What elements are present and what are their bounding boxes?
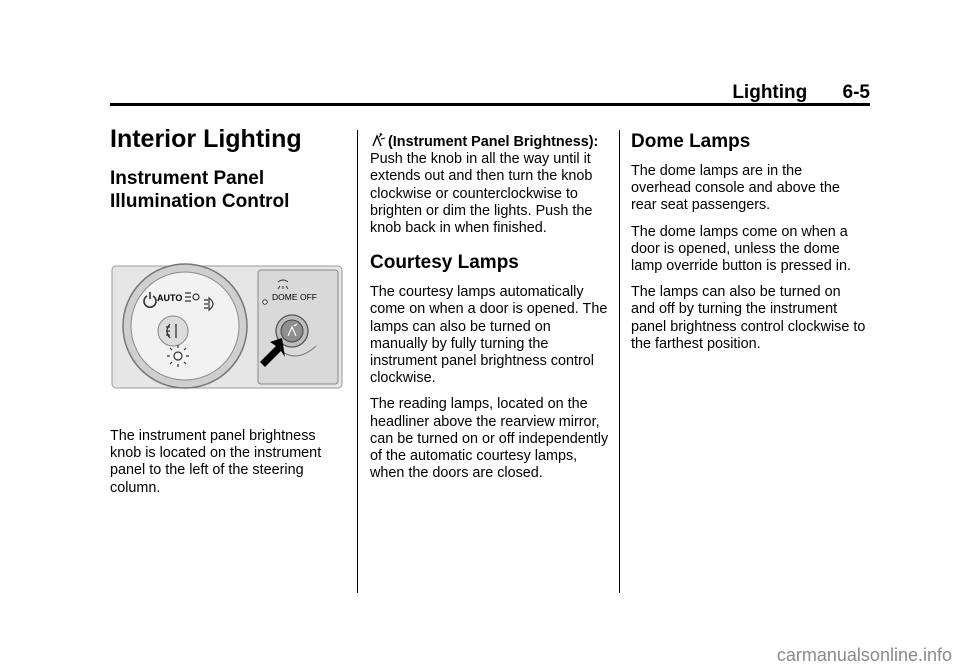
column-divider-2 bbox=[619, 130, 620, 593]
page-header bbox=[110, 82, 870, 104]
heading-interior-lighting: Interior Lighting bbox=[110, 125, 302, 153]
column-2 bbox=[370, 132, 610, 491]
auto-label: AUTO bbox=[157, 293, 183, 303]
header-rule bbox=[110, 103, 870, 106]
lighting-control-illustration bbox=[110, 238, 345, 420]
paragraph-knob-location: The instrument panel brightness knob is located on the instrument panel to the left of the steering column. bbox=[110, 428, 322, 496]
column-divider-1 bbox=[357, 130, 358, 593]
off-label: OFF bbox=[300, 292, 317, 302]
section-title: Lighting bbox=[732, 82, 808, 103]
paragraph-courtesy-lamps: The courtesy lamps automatically come on when a door is opened. The lamps can also be turned on manually by fully turning the instrument panel brightness control clockwise. bbox=[370, 284, 608, 387]
column-3 bbox=[631, 130, 866, 362]
lighting-control-figure bbox=[110, 238, 345, 420]
paragraph-dome-location: The dome lamps are in the overhead console and above the rear seat passengers. bbox=[631, 163, 840, 214]
brightness-description: Push the knob in all the way until it extends out and then turn the knob clockwise or counterclockwise to brighten or dim the lights. Push the knob back in when finished. bbox=[370, 151, 593, 237]
paragraph-dome-turn-on: The lamps can also be turned on and off by turning the instrument panel brightness control clockwise to the farthest position. bbox=[631, 284, 866, 352]
watermark: carmanualsonline.info bbox=[776, 645, 952, 665]
column-1-body bbox=[110, 428, 345, 506]
paragraph-reading-lamps: The reading lamps, located on the headliner above the rearview mirror, can be turned on or off independently of the automatic courtesy lamps, when the doors are closed. bbox=[370, 396, 609, 482]
brightness-knob[interactable] bbox=[281, 320, 303, 342]
heading-instrument-panel-illumination: Instrument Panel Illumination Control bbox=[110, 168, 290, 212]
indicator-light bbox=[263, 300, 267, 304]
column-1 bbox=[110, 124, 345, 223]
page-number: 6-5 bbox=[842, 82, 870, 103]
paragraph-brightness bbox=[370, 132, 610, 237]
brightness-term: (Instrument Panel Brightness): bbox=[388, 134, 599, 150]
paragraph-dome-door: The dome lamps come on when a door is opened, unless the dome lamp override button is pressed in. bbox=[631, 223, 851, 275]
dome-label: DOME bbox=[272, 292, 298, 302]
instrument-brightness-icon bbox=[370, 132, 386, 148]
heading-dome-lamps: Dome Lamps bbox=[631, 131, 751, 152]
heading-courtesy-lamps: Courtesy Lamps bbox=[370, 252, 519, 274]
fog-lamp-button[interactable] bbox=[158, 316, 188, 346]
